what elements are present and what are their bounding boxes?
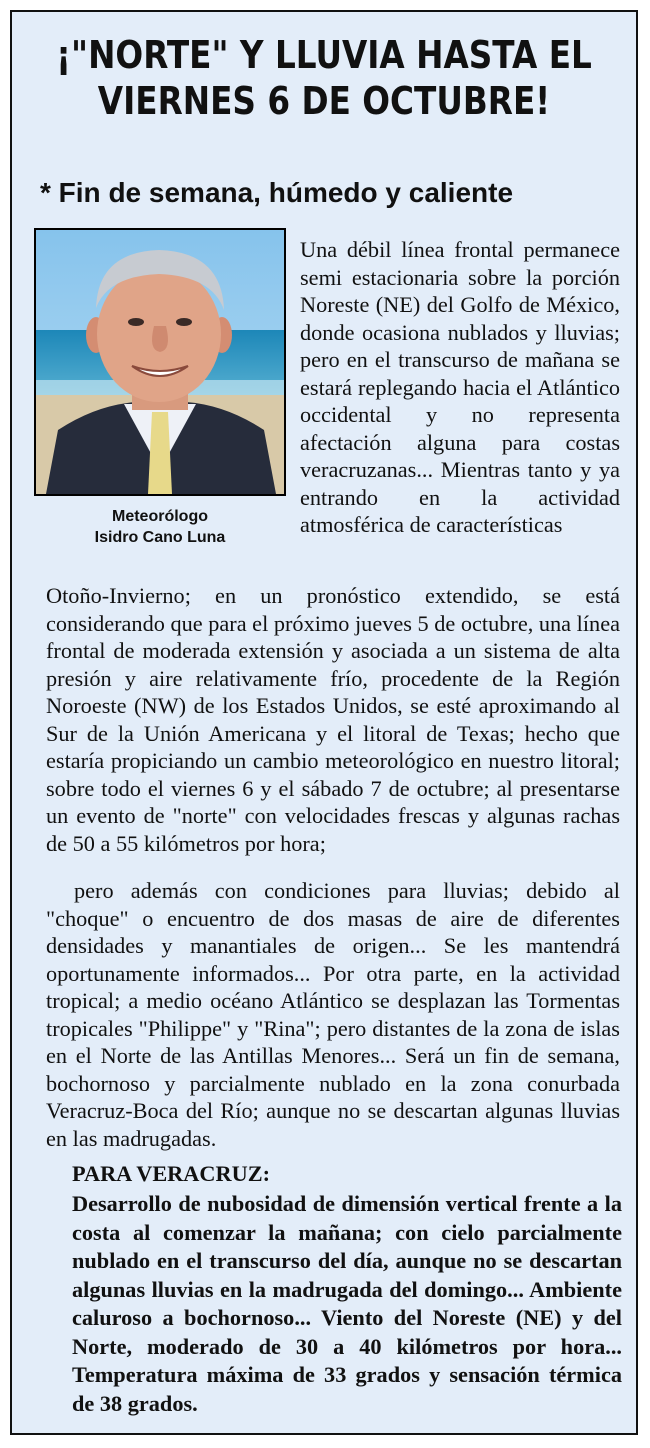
- caption-title: Meteorólogo: [112, 508, 208, 525]
- subheadline: * Fin de semana, húmedo y caliente: [40, 177, 514, 208]
- author-photo: [34, 228, 286, 496]
- article-paragraph-1-full: Otoño-Invierno; en un pronóstico extendido, se está considerando que para el próximo jueves 5 de octubre, una línea frontal de moderada extensión y asociada a un sistema de alta presión y aire relativamente frío, procedente de la Región Noroeste (NW) de los Estados Unidos, se esté aproximando al Sur de la Unión Americana y el litoral de Texas; hecho que estaría propiciando un cambio meteorológico en nuestro litoral; sobre todo el viernes 6 y el sábado 7 de octubre; al presentarse un evento de "norte" con velocidades frescas y algunas rachas de 50 a 55 kilómetros por hora;: [46, 583, 620, 856]
- headline: ¡"NORTE" Y LLUVIA HASTA EL VIERNES 6 DE OCTUBRE!: [56, 33, 592, 123]
- veracruz-forecast: Desarrollo de nubosidad de dimensión vertical frente a la costa al comenzar la mañana; con cielo parcialmente nublado en el transcurso del día, aunque no se descartan algunas lluvias en la madrugada del domingo... Ambiente caluroso a bochornoso... Viento del Noreste (NE) y del Norte, moderado de 30 a 40 kilómetros por hora... Temperatura máxima de 33 grados y sensación térmica de 38 grados.: [72, 1191, 622, 1416]
- photo-caption: [34, 506, 286, 548]
- article-paragraph-1-wrap: Una débil línea frontal permanece semi estacionaria sobre la porción Noreste (NE) del Golfo de México, donde ocasiona nublados y lluvias; pero en el transcurso de mañana se estará replegando hacia el Atlántico occidental y no representa afectación alguna para costas veracruzanas... Mientras tanto y ya entrando en la actividad atmosférica de características: [300, 237, 620, 537]
- meteorologist-portrait-icon: [36, 230, 284, 494]
- article-frame: [10, 10, 638, 1435]
- veracruz-heading: PARA VERACRUZ:: [72, 1161, 270, 1186]
- caption-name: Isidro Cano Luna: [94, 529, 226, 546]
- article-paragraph-2: pero además con condiciones para lluvias; debido al "choque" o encuentro de dos masas de aire de diferentes densidades y manantiales de origen... Se les mantendrá oportunamente informados... Por otra parte, en la actividad tropical; a medio océano Atlántico se desplazan las Tormentas tropicales "Philippe" y "Rina"; pero distantes de la zona de islas en el Norte de las Antillas Menores... Será un fin de semana, bochornoso y parcialmente nublado en la zona conurbada Veracruz-Boca del Río; aunque no se descartan algunas lluvias en las madrugadas.: [46, 878, 620, 1151]
